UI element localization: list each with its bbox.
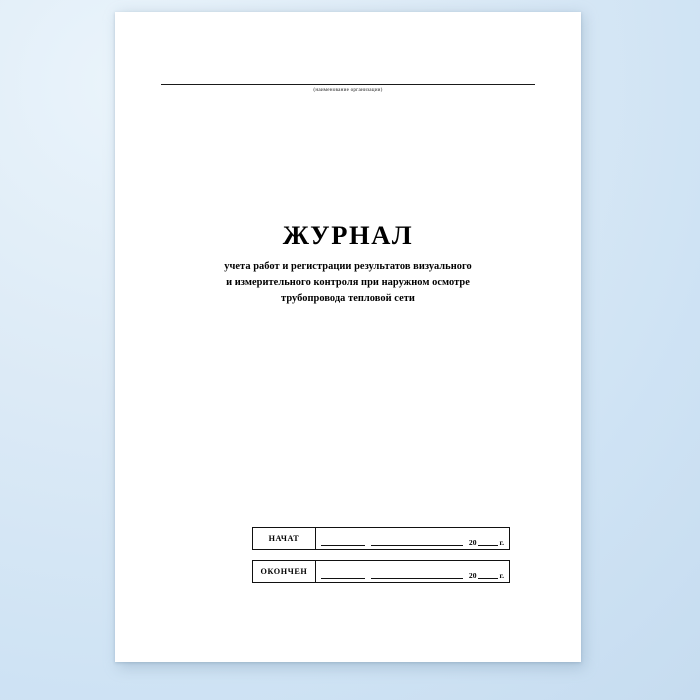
subtitle-line-1: учета работ и регистрации результатов визуального	[224, 260, 472, 272]
finished-row	[252, 560, 510, 583]
finished-month-blank[interactable]	[371, 569, 463, 579]
subtitle-line-3: трубопровода тепловой сети	[281, 292, 415, 304]
subtitle-line-2: и измерительного контроля при наружном осмотре	[226, 276, 470, 288]
organization-rule	[161, 84, 535, 85]
started-month-blank[interactable]	[371, 536, 463, 546]
started-day-blank[interactable]	[321, 536, 365, 546]
started-fields[interactable]	[316, 528, 509, 549]
finished-label: ОКОНЧЕН	[253, 561, 316, 582]
finished-fields[interactable]	[316, 561, 509, 582]
page-subtitle	[115, 259, 581, 307]
date-boxes	[252, 527, 510, 593]
finished-year-suffix: г.	[499, 571, 504, 581]
organization-field[interactable]	[161, 84, 535, 93]
finished-day-blank[interactable]	[321, 569, 365, 579]
organization-caption: (наименование организации)	[313, 87, 383, 93]
page-title: ЖУРНАЛ	[282, 220, 414, 250]
started-year-prefix: 20	[468, 538, 477, 548]
started-row	[252, 527, 510, 550]
started-year-suffix: г.	[499, 538, 504, 548]
title-block	[115, 222, 581, 307]
started-year-blank[interactable]	[478, 536, 498, 546]
finished-year-prefix: 20	[468, 571, 477, 581]
started-label: НАЧАТ	[253, 528, 316, 549]
document-page	[115, 12, 581, 662]
finished-year-blank[interactable]	[478, 569, 498, 579]
